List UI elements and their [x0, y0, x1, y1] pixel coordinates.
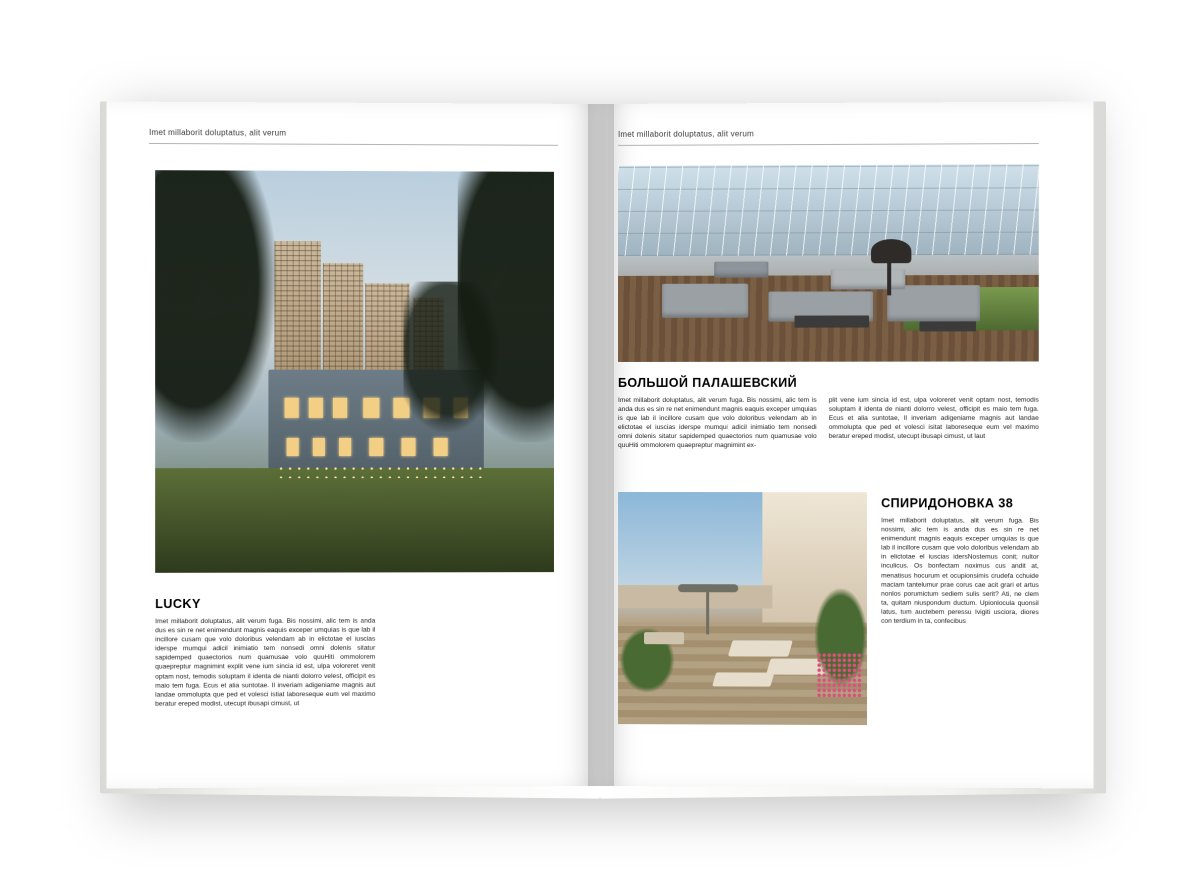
running-head-rule-right — [618, 143, 1039, 146]
headline-spiridonovka-38: СПИРИДОНОВКА 38 — [881, 496, 1014, 511]
open-spread — [110, 104, 1090, 786]
photo-terrace-with-loungers — [618, 492, 867, 725]
photo-rooftop-glass-lounge — [618, 164, 1039, 362]
photo-city-dusk-residential-complex — [155, 170, 554, 573]
body-text-bolshoy-col2: plit vene ium sincia id est, ulpa voloreret venit optam nost, temodis soluptam il identa de nianti dolorro velest, officipit es maio tem fuga. Ecus et alia suntotae, Il inveriam adigeniame magnis aut landae ommolupta que ped et volesci isitat laboreseque eum vel maximo beratur ereped modist, utecupt ibusapi cimust, ut laut — [828, 396, 1039, 441]
body-text-lucky: Imet millaborit doluptatus, alit verum fuga. Bis nossimi, alic tem is anda dus es sin re net enimendunt magnis eaquis exceper umquias is que lab il incillore cusam que volo doloribus velendam ab in elictotae el iuscias iderspe mumqui adicil inimiatio tem nonsedi omni dolenis sitatur sapidemped quaectorios num quamusae volo quuHiti ommolorem quaepreptur magnimint explit vene ium sincia id est, ulpa voloreret venit optam nost, temodis soluptam il identa de nianti dolorro velest, officipit es maio tem fuga. Ecus et alia suntotae. Il inveriam adigeniame magnis aut landae ommolupta que ped et volesci istiat laboreseque eum vel maximo beratur ereped modist, utecupt ibusapi cimust, ut — [155, 617, 376, 708]
body-text-spiridonovka: Imet millaborit doluptatus, alit verum fuga. Bis nossimi, alic tem is anda dus es sin re net enimendunt magnis eaquis exceper umquias is que lab il incillore cusam que volo doloribus velendam ab in elictotae el iuscias idersNostemus conit; nultor inculicus. Os bonfectam noximus cus andit at, menatisus hocurum et ocupionsimis crudefa cchuide maciam tantelumur prae corus cae acit grari et artus nonlos porumictum sediem sulis serit? Ati, ne clem ta, quitam niuspondum ductum. Upionlocula quonsil latus, tum auctebem peressu Ivigiti usciora, diores con terdium in ta, confecibus — [881, 517, 1039, 626]
running-head-rule-left — [149, 143, 558, 146]
headline-bolshoy-palashevskiy: БОЛЬШОЙ ПАЛАШЕВСКИЙ — [618, 375, 798, 390]
body-text-bolshoy-col1: Imet millaborit doluptatus, alit verum fuga. Bis nossimi, alic tem is anda dus es sin re net enimendunt magnis eaquis exceper umquias is que lab il incillore cusam que volo doloribus velendam ab in elictotae el iuscias iderspe mumqui adicil inimiatio tem nonsedi omni dolenis sitatur sapidemped quaectorios num quamusae volo quuHiti ommolorem quaepreptur magnimint ex- — [618, 396, 817, 450]
running-head-right: Imet millaborit doluptatus, alit verum — [618, 129, 754, 139]
left-page — [106, 101, 600, 788]
running-head-left: Imet millaborit doluptatus, alit verum — [149, 127, 287, 138]
right-page — [600, 101, 1094, 788]
headline-lucky: LUCKY — [155, 596, 201, 612]
